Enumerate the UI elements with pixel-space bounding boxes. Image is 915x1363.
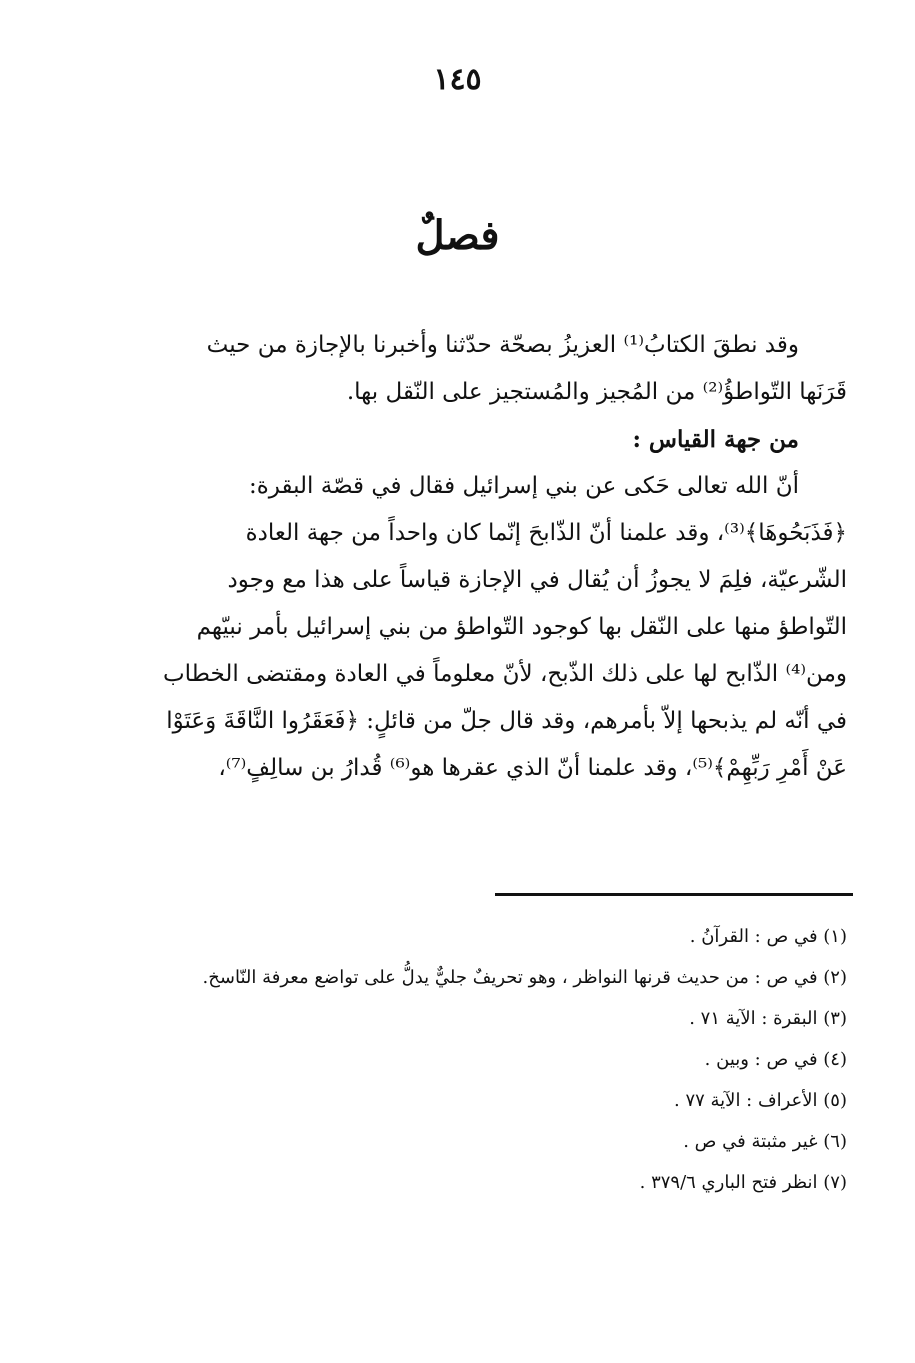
body-line: قَرَنَها التّواطؤُ⁽²⁾ من المُجيز والمُستجيز على النّقل بها. <box>346 379 847 405</box>
page-number: ١٤٥ <box>433 62 482 97</box>
footnote: (٥) الأعراف : الآية ٧٧ . <box>674 1090 847 1111</box>
subheading: من جهة القياس : <box>632 426 799 453</box>
body-line: الشّرعيّة، فلِمَ لا يجوزُ أن يُقال في الإجازة قياساً على هذا مع وجود <box>227 567 847 593</box>
footnote: (٢) في ص : من حديث قرنها النواظر ، وهو تحريفٌ جليٌّ يدلُّ على تواضع معرفة النّاسخ. <box>202 967 847 988</box>
body-line: ﴿فَذَبَحُوهَا﴾⁽³⁾، وقد علمنا أنّ الذّابحَ إنّما كان واحداً من جهة العادة <box>245 520 847 546</box>
footnote-divider <box>495 893 853 896</box>
footnote: (٣) البقرة : الآية ٧١ . <box>689 1008 847 1029</box>
body-line: أنّ الله تعالى حَكى عن بني إسرائيل فقال في قصّة البقرة: <box>248 473 799 499</box>
footnote: (٤) في ص : وبين . <box>704 1049 847 1070</box>
footnote: (١) في ص : القرآنُ . <box>689 926 847 947</box>
footnote: (٧) انظر فتح الباري ٣٧٩/٦ . <box>639 1172 847 1193</box>
body-line: وقد نطقَ الكتابُ⁽¹⁾ العزيزُ بصحّة حدّثنا وأخبرنا بالإجازة من حيث <box>206 332 799 358</box>
body-text <box>72 322 847 792</box>
footnote: (٦) غير مثبتة في ص . <box>683 1131 847 1152</box>
body-line: التّواطؤ منها على النّقل بها كوجود التّواطؤ من بني إسرائيل بأمر نبيّهم <box>196 614 847 640</box>
section-title: فصلٌ <box>415 212 500 259</box>
body-line: عَنْ أَمْرِ رَبِّهِمْ﴾⁽⁵⁾، وقد علمنا أنّ الذي عقرها هو⁽⁶⁾ قُدارُ بن سالِفٍ⁽⁷⁾، <box>218 755 847 781</box>
body-line: في أنّه لم يذبحها إلاّ بأمرهم، وقد قال جلّ من قائلٍ: ﴿فَعَقَرُوا النَّاقَةَ وَعَتَوْا <box>166 708 847 734</box>
body-line: ومن⁽⁴⁾ الذّابح لها على ذلك الذّبح، لأنّ معلوماً في العادة ومقتضى الخطاب <box>162 661 847 687</box>
footnotes <box>57 920 847 1207</box>
